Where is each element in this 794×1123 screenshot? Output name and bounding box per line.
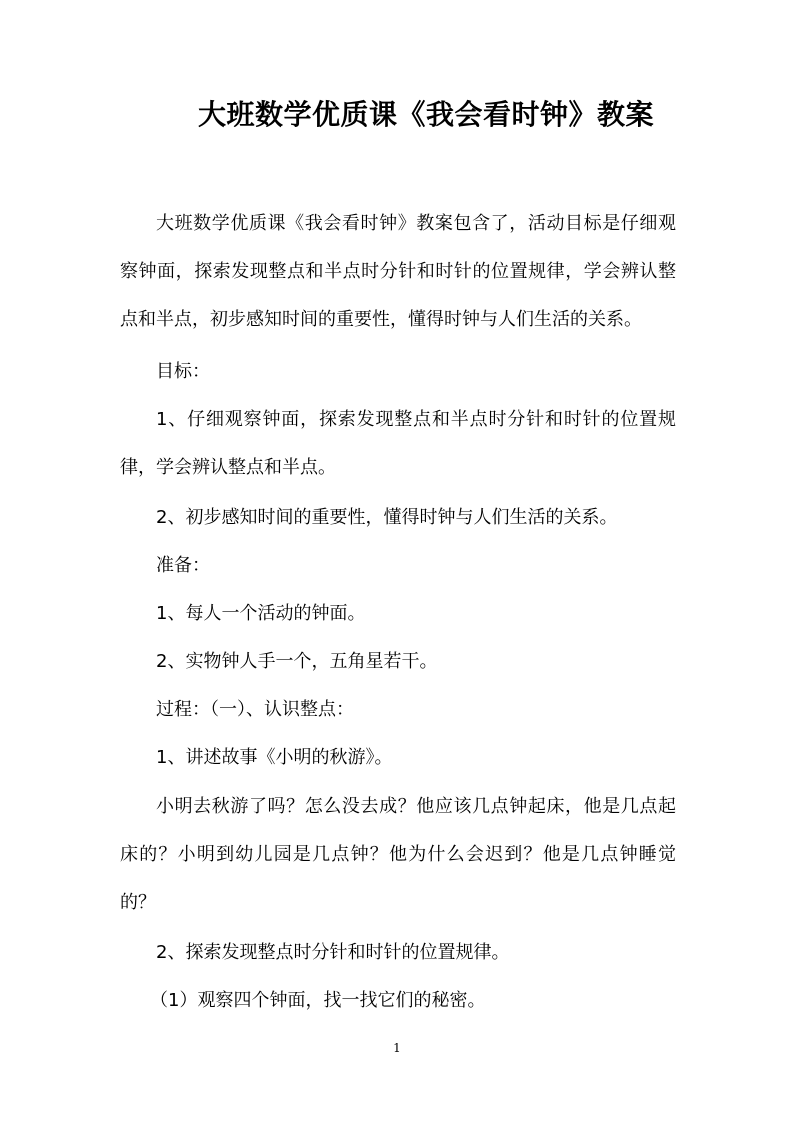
prep-1: 1、每人一个活动的钟面。 <box>156 603 366 624</box>
step-1: 1、讲述故事《小明的秋游》。 <box>156 747 393 768</box>
intro-paragraph <box>120 200 676 344</box>
process-heading: 过程：（一）、认识整点： <box>156 699 354 720</box>
step-2: 2、探索发现整点时分针和时针的位置规律。 <box>156 942 510 963</box>
goal-1-paragraph <box>120 396 676 492</box>
goal-heading: 目标： <box>156 361 210 382</box>
prep-heading: 准备： <box>156 555 210 576</box>
story-questions-paragraph <box>120 783 676 927</box>
page-number: 1 <box>393 1041 401 1055</box>
intro-text: 大班数学优质课《我会看时钟》教案包含了，活动目标是仔细观察钟面，探索发现整点和半点时分针和时针的位置规律，学会辨认整点和半点，初步感知时间的重要性，懂得时钟与人们生活的关系。 <box>120 213 676 330</box>
story-questions-text: 小明去秋游了吗？怎么没去成？他应该几点钟起床，他是几点起床的？小明到幼儿园是几点钟？他为什么会迟到？他是几点钟睡觉的？ <box>120 796 676 913</box>
goal-2: 2、初步感知时间的重要性，懂得时钟与人们生活的关系。 <box>156 507 618 528</box>
prep-2: 2、实物钟人手一个，五角星若干。 <box>156 651 438 672</box>
document-title: 大班数学优质课《我会看时钟》教案 <box>197 98 654 131</box>
goal-1-text: 1、仔细观察钟面，探索发现整点和半点时分针和时针的位置规律，学会辨认整点和半点。 <box>120 409 676 478</box>
step-2-1: （1）观察四个钟面，找一找它们的秘密。 <box>150 990 486 1011</box>
